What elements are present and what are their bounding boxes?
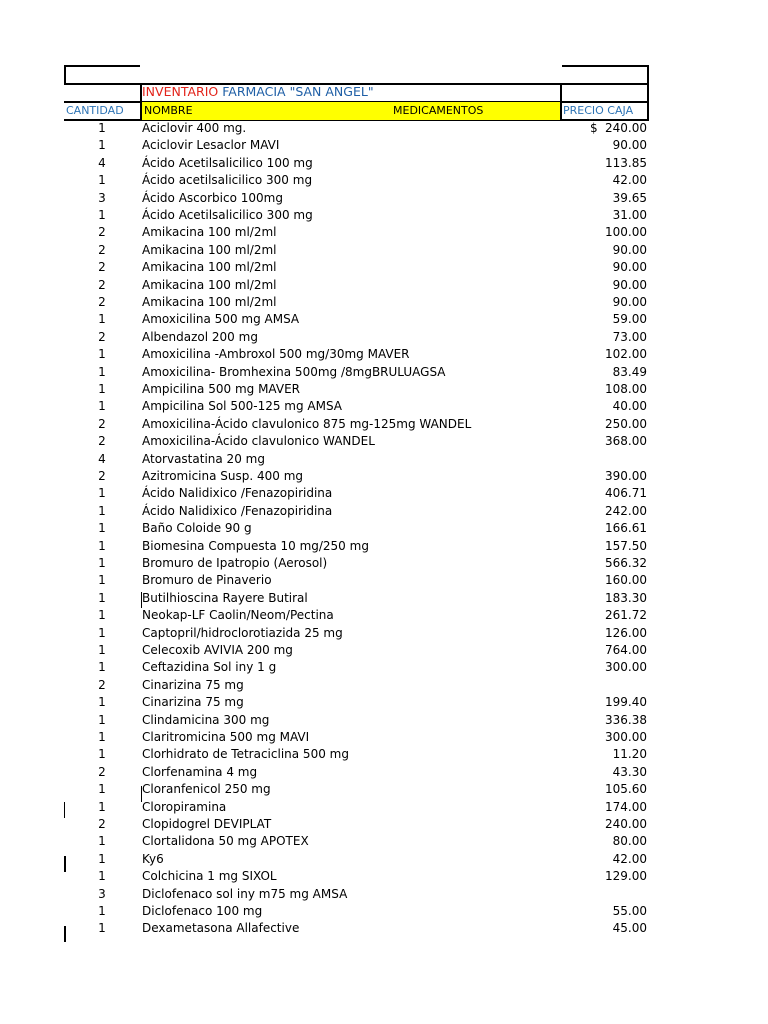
table-row [0, 555, 768, 572]
table-row [0, 242, 768, 259]
table-row [0, 120, 768, 137]
row-quantity: 1 [98, 503, 106, 518]
row-medicine-name: Ácido Nalidixico /Fenazopiridina [142, 503, 333, 518]
row-medicine-name: Aciclovir Lesaclor MAVI [142, 138, 280, 153]
row-medicine-name: Amoxicilina- Bromhexina 500mg /8mgBRULUAGSA [142, 364, 446, 379]
row-medicine-name: Clorhidrato de Tetraciclina 500 mg [142, 747, 349, 762]
row-medicine-name: Ampicilina 500 mg MAVER [142, 382, 300, 396]
row-quantity: 4 [98, 451, 106, 466]
row-price: 566.32 [605, 556, 647, 570]
table-row [0, 172, 768, 189]
row-quantity: 1 [98, 747, 106, 762]
row-price: 240.00 [605, 121, 647, 135]
row-price: 90.00 [612, 277, 647, 292]
row-price: 240.00 [605, 817, 647, 831]
left-border-line [64, 65, 66, 85]
row-medicine-name: Ampicilina Sol 500-125 mg AMSA [142, 399, 343, 414]
row-medicine-name: Cloropiramina [142, 799, 227, 814]
row-medicine-name: Clopidogrel DEVIPLAT [142, 817, 272, 831]
row-quantity: 1 [98, 730, 106, 744]
row-price: 42.00 [612, 173, 647, 188]
title-farmacia: FARMACIA "SAN ANGEL" [218, 84, 374, 99]
row-quantity: 1 [98, 799, 106, 814]
table-row [0, 607, 768, 624]
row-medicine-name: Butilhioscina Rayere Butiral [142, 590, 308, 605]
row-quantity: 1 [98, 608, 106, 623]
table-row [0, 155, 768, 172]
table-row [0, 329, 768, 346]
row-quantity: 1 [98, 347, 106, 362]
row-price: 368.00 [605, 434, 647, 449]
row-quantity: 2 [98, 817, 106, 831]
row-medicine-name: Amoxicilina -Ambroxol 500 mg/30mg MAVER [142, 347, 410, 362]
row-price: 90.00 [612, 295, 647, 309]
row-quantity: 1 [98, 573, 106, 588]
table-row [0, 816, 768, 833]
table-row [0, 903, 768, 920]
row-medicine-name: Albendazol 200 mg [142, 329, 258, 344]
row-quantity: 1 [98, 364, 106, 379]
row-medicine-name: Neokap-LF Caolin/Neom/Pectina [142, 608, 334, 623]
row-price: 40.00 [612, 399, 647, 414]
row-quantity: 3 [98, 886, 106, 901]
table-row [0, 224, 768, 241]
row-medicine-name: Ácido Nalidixico /Fenazopiridina [142, 486, 333, 501]
row-price: 11.20 [612, 747, 647, 762]
row-quantity: 1 [98, 486, 106, 501]
row-price: 59.00 [612, 312, 647, 327]
row-medicine-name: Clorfenamina 4 mg [142, 764, 258, 779]
row-quantity: 2 [98, 434, 106, 449]
header-yellow-fill [142, 102, 560, 120]
header-precio-divider [560, 83, 562, 120]
row-medicine-name: Ácido Ascorbico 100mg [142, 190, 283, 205]
row-price: 336.38 [605, 712, 647, 727]
row-quantity: 1 [98, 173, 106, 188]
table-row [0, 520, 768, 537]
row-quantity: 1 [98, 834, 106, 849]
row-medicine-name: Amikacina 100 ml/2ml [142, 295, 277, 309]
row-medicine-name: Cloranfenicol 250 mg [142, 782, 271, 797]
row-medicine-name: Amikacina 100 ml/2ml [142, 260, 277, 275]
row-price: 250.00 [605, 416, 647, 431]
table-row [0, 416, 768, 433]
row-medicine-name: Biomesina Compuesta 10 mg/250 mg [142, 538, 369, 553]
row-quantity: 1 [98, 399, 106, 414]
table-row [0, 659, 768, 676]
row-medicine-name: Amikacina 100 ml/2ml [142, 225, 277, 240]
title-inventario: INVENTARIO [142, 84, 219, 99]
currency-symbol: $ [590, 121, 598, 135]
row-medicine-name: Captopril/hidroclorotiazida 25 mg [142, 625, 343, 640]
row-quantity: 1 [98, 921, 106, 936]
row-quantity: 1 [98, 312, 106, 327]
row-medicine-name: Amoxicilina-Ácido clavulonico WANDEL [142, 434, 375, 449]
table-row [0, 364, 768, 381]
row-price: 105.60 [605, 782, 647, 797]
row-price: 242.00 [605, 503, 647, 518]
table-row [0, 433, 768, 450]
row-quantity: 3 [98, 190, 106, 205]
row-price: 100.00 [605, 225, 647, 240]
row-quantity: 1 [98, 869, 106, 884]
table-row [0, 694, 768, 711]
table-row [0, 799, 768, 816]
row-price: 199.40 [605, 695, 647, 710]
row-price: 83.49 [612, 364, 647, 379]
table-row [0, 833, 768, 850]
row-medicine-name: Celecoxib AVIVIA 200 mg [142, 643, 293, 657]
row-price: 113.85 [605, 155, 647, 170]
table-row [0, 886, 768, 903]
table-row [0, 538, 768, 555]
table-row [0, 746, 768, 763]
row-medicine-name: Ácido Acetilsalicilico 100 mg [142, 155, 313, 170]
table-row [0, 259, 768, 276]
row-quantity: 1 [98, 712, 106, 727]
row-price: 108.00 [605, 382, 647, 396]
table-row [0, 781, 768, 798]
table-row [0, 851, 768, 868]
top-right-line [562, 65, 648, 67]
table-row [0, 137, 768, 154]
table-row [0, 381, 768, 398]
row-quantity: 2 [98, 469, 106, 483]
row-medicine-name: Bromuro de Pinaverio [142, 573, 272, 588]
row-medicine-name: Colchicina 1 mg SIXOL [142, 869, 277, 884]
row-price: 90.00 [612, 260, 647, 275]
right-border-line [647, 65, 649, 120]
row-quantity: 1 [98, 382, 106, 396]
row-price: 157.50 [605, 538, 647, 553]
row-medicine-name: Diclofenaco 100 mg [142, 904, 263, 918]
row-quantity: 1 [98, 121, 106, 135]
table-row [0, 677, 768, 694]
table-row [0, 642, 768, 659]
row-medicine-name: Amikacina 100 ml/2ml [142, 277, 277, 292]
row-medicine-name: Azitromicina Susp. 400 mg [142, 469, 304, 483]
table-row [0, 207, 768, 224]
row-price: 160.00 [605, 573, 647, 588]
row-price: 261.72 [605, 608, 647, 623]
row-price: 73.00 [612, 329, 647, 344]
row-quantity: 2 [98, 416, 106, 431]
row-medicine-name: Clortalidona 50 mg APOTEX [142, 834, 309, 849]
row-medicine-name: Ky6 [142, 851, 164, 866]
table-row [0, 398, 768, 415]
table-row [0, 764, 768, 781]
row-quantity: 1 [98, 625, 106, 640]
row-price: 174.00 [605, 799, 647, 814]
table-row [0, 625, 768, 642]
row-price: 90.00 [612, 138, 647, 153]
header-medicamentos: MEDICAMENTOS [393, 104, 484, 117]
header-precio-caja: PRECIO CAJA [563, 104, 634, 117]
row-medicine-name: Amoxicilina-Ácido clavulonico 875 mg-125mg WANDEL [142, 416, 472, 431]
row-price: 300.00 [605, 660, 647, 675]
row-quantity: 2 [98, 764, 106, 779]
row-quantity: 1 [98, 521, 106, 536]
row-quantity: 2 [98, 677, 106, 692]
row-medicine-name: Ácido acetilsalicilico 300 mg [142, 173, 313, 188]
row-price: 42.00 [612, 851, 647, 866]
row-price: 43.30 [612, 764, 647, 779]
row-quantity: 2 [98, 277, 106, 292]
row-quantity: 1 [98, 643, 106, 657]
row-quantity: 1 [98, 660, 106, 675]
row-price: 390.00 [605, 469, 647, 483]
table-row [0, 311, 768, 328]
row-medicine-name: Claritromicina 500 mg MAVI [142, 730, 310, 744]
row-price: 39.65 [612, 190, 647, 205]
row-medicine-name: Cinarizina 75 mg [142, 677, 244, 692]
row-medicine-name: Ácido Acetilsalicilico 300 mg [142, 208, 313, 222]
table-row [0, 503, 768, 520]
table-row [0, 277, 768, 294]
row-quantity: 1 [98, 556, 106, 570]
row-medicine-name: Ceftazidina Sol iny 1 g [142, 660, 277, 675]
row-medicine-name: Amoxicilina 500 mg AMSA [142, 312, 300, 327]
table-row [0, 572, 768, 589]
row-quantity: 1 [98, 208, 106, 222]
row-price: 406.71 [605, 486, 647, 501]
row-quantity: 2 [98, 242, 106, 257]
row-price: 300.00 [605, 730, 647, 744]
top-left-line [64, 65, 140, 67]
table-row [0, 729, 768, 746]
row-quantity: 2 [98, 329, 106, 344]
row-quantity: 2 [98, 225, 106, 240]
row-price: 129.00 [605, 869, 647, 884]
row-quantity: 1 [98, 904, 106, 918]
row-medicine-name: Diclofenaco sol iny m75 mg AMSA [142, 886, 348, 901]
row-medicine-name: Amikacina 100 ml/2ml [142, 242, 277, 257]
row-quantity: 1 [98, 782, 106, 797]
row-price: 55.00 [612, 904, 647, 918]
row-medicine-name: Cinarizina 75 mg [142, 695, 244, 710]
table-row [0, 868, 768, 885]
inventory-title [142, 84, 374, 99]
row-quantity: 1 [98, 851, 106, 866]
table-row [0, 346, 768, 363]
row-quantity: 2 [98, 295, 106, 309]
table-row [0, 468, 768, 485]
header-cantidad: CANTIDAD [66, 104, 124, 117]
row-price: 126.00 [605, 625, 647, 640]
row-price: 45.00 [612, 921, 647, 936]
table-row [0, 294, 768, 311]
table-row [0, 190, 768, 207]
row-medicine-name: Dexametasona Allafective [142, 921, 300, 936]
row-quantity: 1 [98, 695, 106, 710]
row-medicine-name: Clindamicina 300 mg [142, 712, 270, 727]
row-medicine-name: Aciclovir 400 mg. [142, 121, 247, 135]
row-medicine-name: Atorvastatina 20 mg [142, 451, 265, 466]
table-row [0, 920, 768, 937]
row-quantity: 1 [98, 590, 106, 605]
row-price: 31.00 [612, 208, 647, 222]
row-price: 90.00 [612, 242, 647, 257]
row-medicine-name: Bromuro de Ipatropio (Aerosol) [142, 556, 328, 570]
row-quantity: 1 [98, 538, 106, 553]
row-price: 102.00 [605, 347, 647, 362]
row-quantity: 1 [98, 138, 106, 153]
table-row [0, 451, 768, 468]
table-row [0, 712, 768, 729]
row-quantity: 4 [98, 155, 106, 170]
row-price: 166.61 [605, 521, 647, 536]
row-medicine-name: Baño Coloide 90 g [142, 521, 252, 536]
table-row [0, 485, 768, 502]
table-row [0, 590, 768, 607]
row-price: 183.30 [605, 590, 647, 605]
header-nombre: NOMBRE [144, 104, 193, 117]
row-price: 764.00 [605, 643, 647, 657]
row-quantity: 2 [98, 260, 106, 275]
row-price: 80.00 [612, 834, 647, 849]
